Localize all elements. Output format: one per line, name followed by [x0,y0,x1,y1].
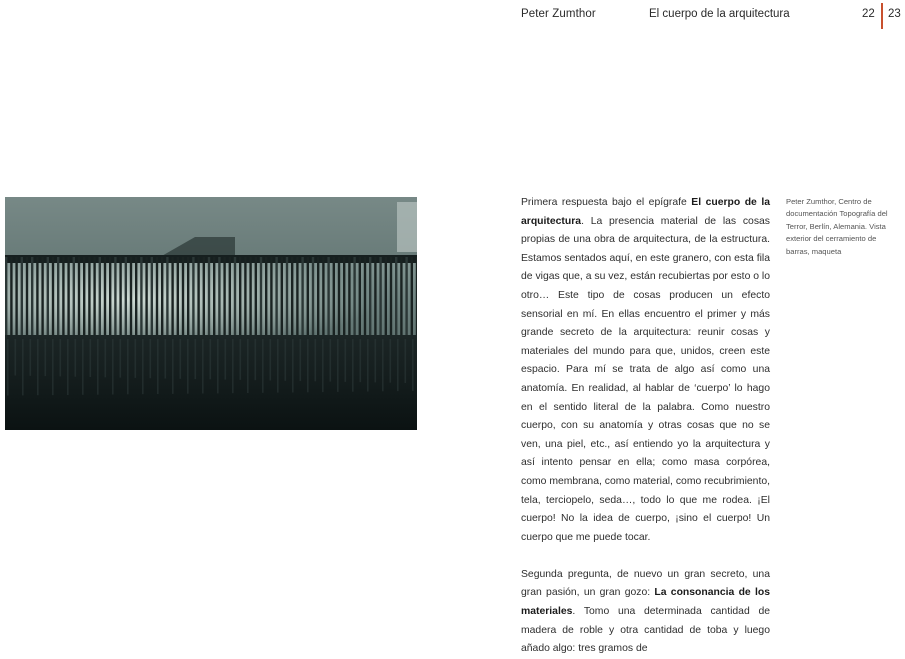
facade-bar [317,257,319,339]
bar-reflection [45,339,47,376]
facade-bar [197,257,199,339]
bar-reflection [105,339,107,377]
facade-bar [208,257,210,339]
facade-bar [78,257,80,339]
facade-bar [218,257,220,339]
bar-reflection [330,339,332,382]
bar-reflection [90,339,92,377]
facade-bar [239,257,241,339]
heading-consonancia: La consonancia de los materiales [521,587,770,618]
bar-reflection [270,339,272,381]
facade-bar [270,257,272,339]
facade-bar [135,257,137,339]
bar-reflection [22,339,24,395]
bar-reflection [240,339,242,380]
facade-bar [36,257,38,339]
bar-reflection [180,339,182,379]
facade-bar [47,257,49,339]
facade-bar [26,257,28,339]
bar-reflection [187,339,189,394]
bar-reflection [277,339,279,393]
paragraph-anatomy [521,194,770,547]
facade-bar [385,257,387,339]
facade-bar [109,257,111,339]
facade-bar [338,257,340,339]
facade-bar [182,257,184,339]
facade-bar [364,257,366,339]
facade-bar [265,257,267,339]
facade-bar [15,257,17,339]
facade-bar [73,257,75,339]
facade-bar [83,257,85,339]
facade-bar [156,257,158,339]
facade-bar [62,257,64,339]
bar-reflection [412,339,414,391]
facade-bar [281,257,283,339]
facade-bar [41,257,43,339]
bar-reflection [255,339,257,380]
facade-bar [203,257,205,339]
facade-bar [405,257,407,339]
paragraph-anatomy-body: . La presencia material de las cosas propias de una obra de arquitectura, de la estructura. Estamos sentados aquí, en este granero, con esta fila de vigas que, a su vez, están recubiertas por esto o lo otro… Este tipo de cosas producen un efecto sensorial en mí. En ellas encuentro el primer y más grande secreto de la arquitectura: reunir cosas y materiales del mundo para que, unidos, creen este espacio. Para mí se trata de algo así como una anatomía. En realidad, al hablar de ‘cuerpo’ lo hago en el sentido literal de la palabra. Como nuestro cuerpo, con su anatomía y otras cosas que no se ven, una piel, etc., así entiendo yo la arquitectura y así intento pensar en ella; como masa corpórea, como membrana, como material, como recubrimiento, tela, terciopelo, seda…, todo lo que me rodea. ¡El cuerpo! No la idea de cuerpo, ¡sino el cuerpo! Un cuerpo que me puede tocar. [521,215,770,543]
facade-bar [307,257,309,339]
bar-reflection [352,339,354,392]
facade-bar [296,257,298,339]
model-photo-image [5,197,417,430]
facade-bar [145,257,147,339]
page-number-right: 23 [888,8,901,20]
bar-reflection [337,339,339,392]
facade-bar [57,257,59,339]
facade-bar [21,257,23,339]
facade-bar [291,257,293,339]
facade-bar [151,257,153,339]
facade-bar [119,257,121,339]
bar-reflection [307,339,309,392]
facade-bar [369,257,371,339]
bar-reflection [195,339,197,379]
facade-bar [322,257,324,339]
bar-reflection [285,339,287,381]
body-text [521,194,770,659]
facade-bar [390,257,392,339]
bar-reflection [217,339,219,393]
facade-bar [359,257,361,339]
bar-reflection [120,339,122,378]
facade-bar [166,257,168,339]
facade-bar [312,257,314,339]
facade-bar [416,257,417,339]
facade-bar [67,257,69,339]
facade-bar [140,257,142,339]
facade-bar [213,257,215,339]
bar-reflection [300,339,302,381]
paragraph-materials [521,566,770,659]
model-photo [5,197,417,430]
bar-reflection [15,339,17,376]
bar-reflection [127,339,129,394]
facade-bar [161,257,163,339]
facade-bar [301,257,303,339]
bar-reflection [97,339,99,395]
bar-reflection [172,339,174,394]
paragraph-anatomy-intro: Primera respuesta bajo el epígrafe [521,197,692,208]
page-number-divider [881,3,883,29]
bar-reflection [367,339,369,392]
facade-bar [395,257,397,339]
bar-reflection [52,339,54,395]
bar-reflection [345,339,347,382]
facade-bar [275,257,277,339]
facade-bar [327,257,329,339]
facade-bar [125,257,127,339]
bar-reflection [322,339,324,392]
bar-reflection [375,339,377,382]
heading-el-cuerpo: El cuerpo de la arquitectura [521,197,770,227]
bar-reflection [60,339,62,376]
facade-bar [234,257,236,339]
bar-reflection [397,339,399,391]
bar-reflection [247,339,249,393]
bar-reflection [225,339,227,380]
facade-bar [255,257,257,339]
facade-bar [93,257,95,339]
bar-reflection [37,339,39,395]
facade-bar [130,257,132,339]
facade-bar [374,257,376,339]
facade-bar [88,257,90,339]
facade-bar [114,257,116,339]
bar-reflection [202,339,204,394]
bar-reflection [82,339,84,395]
facade-bar [379,257,381,339]
facade-bar [5,257,7,339]
bar-reflection [232,339,234,393]
bar-reflection [135,339,137,378]
facade-bar [192,257,194,339]
facade-bar [244,257,246,339]
bar-reflection [30,339,32,376]
bar-reflection [67,339,69,395]
paragraph-materials-intro: Segunda pregunta, de nuevo un gran secreto, una gran pasión, un gran gozo: [521,568,770,599]
bar-reflection [142,339,144,394]
facade-bar [52,257,54,339]
facade-bar [177,257,179,339]
bar-reflection [112,339,114,395]
facade-bar [411,257,413,339]
bar-reflection [292,339,294,393]
facade-bar [223,257,225,339]
page-number-left: 22 [862,8,875,20]
paragraph-materials-body: . Tomo una determinada cantidad de madera de roble y otra cantidad de toba y luego añado algo: tres gramos de [521,606,770,655]
facade-bar [104,257,106,339]
bar-reflection [157,339,159,394]
facade-bar [348,257,350,339]
bar-reflection [405,339,407,383]
bar-reflection [165,339,167,379]
facade-bar [31,257,33,339]
running-header-title: El cuerpo de la arquitectura [649,8,790,20]
bar-reflection [262,339,264,393]
photo-caption: Peter Zumthor, Centro de documentación Topografía del Terror, Berlín, Alemania. Vista exterior del cerramiento de barras, maqueta [786,197,888,256]
facade-bar [187,257,189,339]
bar-reflection [210,339,212,379]
facade-bar [99,257,101,339]
facade-bar [260,257,262,339]
facade-bar [249,257,251,339]
facade-bar [229,257,231,339]
facade-bar [353,257,355,339]
facade-bar [10,257,12,339]
bar-reflection [390,339,392,383]
bar-reflection [7,339,9,396]
running-header-author: Peter Zumthor [521,8,596,20]
facade-bar [333,257,335,339]
bar-reflection [75,339,77,377]
bar-reflection [360,339,362,382]
bar-reflection [315,339,317,381]
bar-reflection [382,339,384,391]
facade-bar [400,257,402,339]
facade-bar [343,257,345,339]
bar-reflection [150,339,152,378]
facade-bar [171,257,173,339]
facade-bar [286,257,288,339]
